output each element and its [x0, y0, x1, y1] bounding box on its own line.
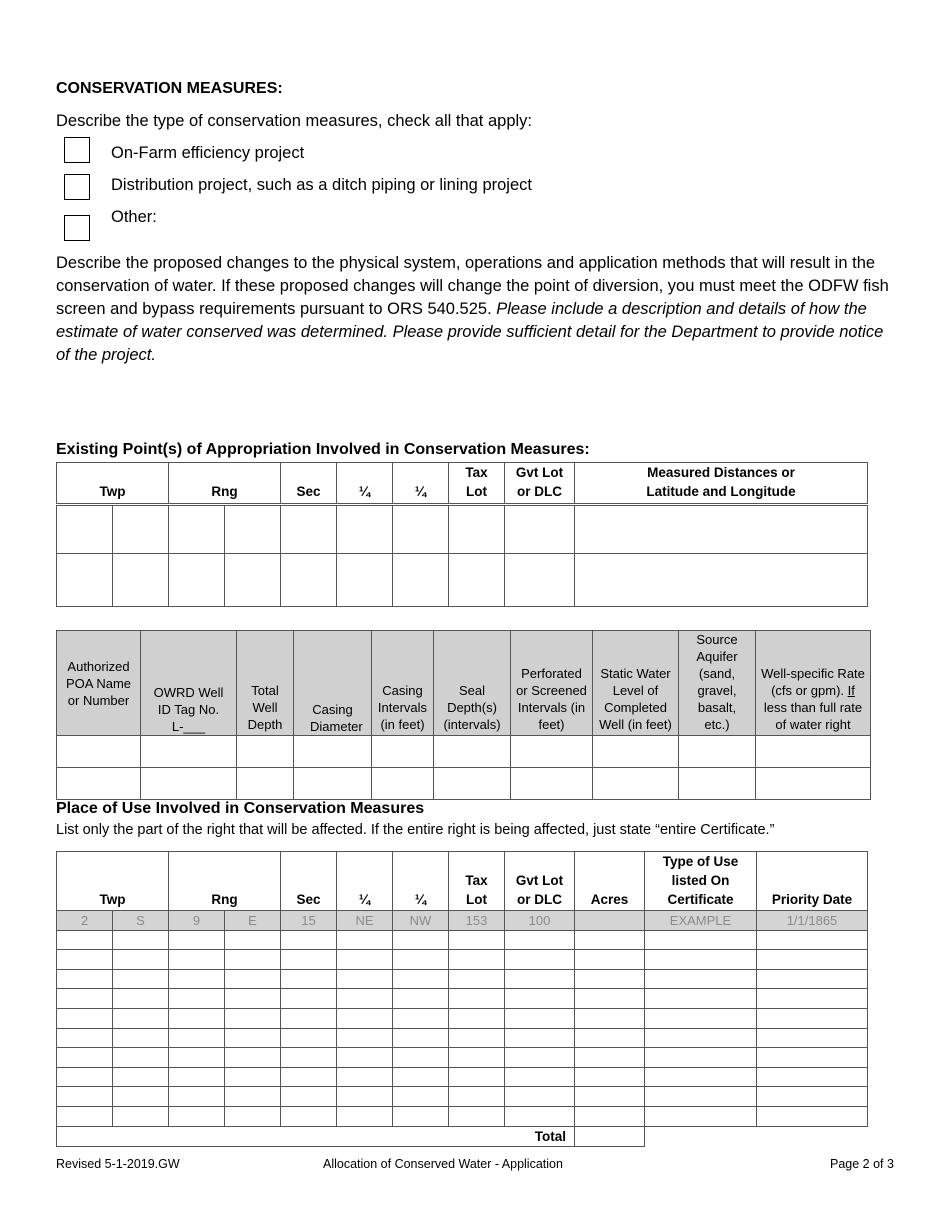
- table-cell[interactable]: [225, 1048, 281, 1068]
- table-cell[interactable]: [225, 989, 281, 1009]
- table-cell[interactable]: [281, 1106, 337, 1126]
- table-cell[interactable]: [57, 1106, 113, 1126]
- table-cell[interactable]: [505, 1106, 575, 1126]
- table-cell[interactable]: [505, 930, 575, 950]
- poa-table-title: Existing Point(s) of Appropriation Involved in Conservation Measures:: [56, 441, 590, 458]
- table-row: [57, 969, 868, 989]
- section-title: CONSERVATION MEASURES:: [56, 80, 283, 97]
- table-row: [57, 736, 871, 768]
- table-cell[interactable]: [57, 1028, 113, 1048]
- table-row: [57, 930, 868, 950]
- table-cell[interactable]: [575, 1048, 645, 1068]
- poa-header-distances: Measured Distances or Latitude and Longitude: [575, 463, 868, 505]
- pou-header-quarter2: ¼: [393, 852, 449, 911]
- table-cell[interactable]: [449, 1048, 505, 1068]
- table-cell[interactable]: [225, 1106, 281, 1126]
- example-cell: EXAMPLE: [645, 911, 757, 931]
- table-cell[interactable]: [393, 950, 449, 970]
- table-cell[interactable]: [169, 930, 225, 950]
- table-cell[interactable]: [225, 1008, 281, 1028]
- table-cell[interactable]: [449, 930, 505, 950]
- well-header-static: Static Water Level of Completed Well (in feet): [593, 631, 679, 736]
- table-cell[interactable]: [449, 989, 505, 1009]
- well-header-depth: Total Well Depth: [237, 631, 294, 736]
- describe-type-text: Describe the type of conservation measures, check all that apply:: [56, 112, 532, 130]
- example-cell: E: [225, 911, 281, 931]
- table-cell[interactable]: [169, 1087, 225, 1107]
- on-farm-label: On-Farm efficiency project: [111, 144, 305, 162]
- well-header-rate-rest: less than full rate of water right: [763, 700, 863, 732]
- table-cell[interactable]: [57, 1087, 113, 1107]
- table-cell[interactable]: [757, 989, 868, 1009]
- table-cell[interactable]: [169, 989, 225, 1009]
- table-cell[interactable]: [113, 1008, 169, 1028]
- table-cell[interactable]: [393, 1067, 449, 1087]
- table-row: [57, 554, 868, 607]
- example-cell: 2: [57, 911, 113, 931]
- table-row: [57, 1048, 868, 1068]
- table-cell[interactable]: [281, 1008, 337, 1028]
- table-cell[interactable]: [393, 1106, 449, 1126]
- table-cell[interactable]: [281, 969, 337, 989]
- total-label: Total: [57, 1126, 575, 1146]
- table-cell[interactable]: [757, 930, 868, 950]
- table-cell[interactable]: [113, 950, 169, 970]
- table-cell[interactable]: [57, 950, 113, 970]
- table-cell[interactable]: [225, 930, 281, 950]
- table-cell[interactable]: [575, 1087, 645, 1107]
- poa-header-tax-lot: Tax Lot: [449, 463, 505, 505]
- on-farm-checkbox[interactable]: [64, 137, 90, 163]
- table-cell[interactable]: [449, 1106, 505, 1126]
- table-cell[interactable]: [113, 1106, 169, 1126]
- well-header-diameter: Casing Diameter: [294, 631, 372, 736]
- table-cell[interactable]: [575, 1067, 645, 1087]
- describe-changes-paragraph: [56, 252, 896, 367]
- table-cell[interactable]: [57, 969, 113, 989]
- table-cell[interactable]: [575, 1106, 645, 1126]
- table-cell[interactable]: [505, 950, 575, 970]
- table-cell[interactable]: [337, 1008, 393, 1028]
- table-cell[interactable]: [505, 1048, 575, 1068]
- example-cell: NE: [337, 911, 393, 931]
- poa-header-twp: Twp: [57, 463, 169, 505]
- table-cell[interactable]: [169, 1067, 225, 1087]
- table-row: [57, 1067, 868, 1087]
- poa-header-gvt-lot: Gvt Lot or DLC: [505, 463, 575, 505]
- table-cell[interactable]: [337, 1087, 393, 1107]
- example-cell: 100: [505, 911, 575, 931]
- table-cell[interactable]: [575, 969, 645, 989]
- table-cell[interactable]: [393, 1008, 449, 1028]
- table-row: [57, 950, 868, 970]
- distribution-checkbox[interactable]: [64, 174, 90, 200]
- table-cell[interactable]: [505, 969, 575, 989]
- pou-table-subtitle: List only the part of the right that will be affected. If the entire right is being affected, just state “entire Certificate.”: [56, 822, 775, 838]
- table-cell[interactable]: [757, 1087, 868, 1107]
- describe-changes-italic: Please include a description and details of how the estimate of water conserved was determined. Please provide sufficient detail for the Department to provide notice of the project.: [56, 300, 884, 364]
- table-row: [57, 1008, 868, 1028]
- table-row: [57, 505, 868, 554]
- table-cell[interactable]: [645, 1067, 757, 1087]
- other-checkbox[interactable]: [64, 215, 90, 241]
- table-cell[interactable]: [281, 989, 337, 1009]
- table-row: [57, 1028, 868, 1048]
- table-cell[interactable]: [225, 950, 281, 970]
- table-cell[interactable]: [337, 989, 393, 1009]
- footer-revised: Revised 5-1-2019.GW: [56, 1157, 180, 1171]
- table-cell[interactable]: [645, 969, 757, 989]
- pou-header-priority-date: Priority Date: [757, 852, 868, 911]
- pou-header-rng: Rng: [169, 852, 281, 911]
- table-row: [57, 768, 871, 800]
- table-cell[interactable]: [169, 1048, 225, 1068]
- table-cell[interactable]: [393, 989, 449, 1009]
- table-cell[interactable]: [113, 989, 169, 1009]
- pou-header-type-of-use: Type of Use listed On Certificate: [645, 852, 757, 911]
- table-cell[interactable]: [337, 1067, 393, 1087]
- table-cell[interactable]: [169, 1106, 225, 1126]
- table-cell[interactable]: [57, 1067, 113, 1087]
- table-cell[interactable]: [575, 1008, 645, 1028]
- example-cell: S: [113, 911, 169, 931]
- table-cell[interactable]: [757, 1028, 868, 1048]
- table-cell[interactable]: [449, 1067, 505, 1087]
- table-cell[interactable]: [449, 1087, 505, 1107]
- table-cell[interactable]: [281, 1067, 337, 1087]
- well-header-casing-intervals: Casing Intervals (in feet): [372, 631, 434, 736]
- table-cell[interactable]: [393, 1048, 449, 1068]
- table-cell[interactable]: [449, 969, 505, 989]
- table-cell[interactable]: [757, 1048, 868, 1068]
- poa-table: [56, 462, 868, 607]
- table-cell[interactable]: [57, 1048, 113, 1068]
- pou-header-acres: Acres: [575, 852, 645, 911]
- table-cell[interactable]: [281, 1048, 337, 1068]
- example-cell: NW: [393, 911, 449, 931]
- table-cell[interactable]: [113, 1028, 169, 1048]
- table-cell[interactable]: [505, 989, 575, 1009]
- well-header-seal: Seal Depth(s) (intervals): [434, 631, 511, 736]
- table-cell[interactable]: [505, 1067, 575, 1087]
- table-cell[interactable]: [113, 969, 169, 989]
- table-row: [57, 1087, 868, 1107]
- pou-table-body: [57, 930, 868, 1126]
- poa-header-quarter2: ¼: [393, 463, 449, 505]
- table-cell[interactable]: [169, 969, 225, 989]
- table-cell[interactable]: [337, 950, 393, 970]
- table-cell[interactable]: [645, 950, 757, 970]
- distribution-label: Distribution project, such as a ditch piping or lining project: [111, 176, 532, 194]
- well-header-rate-if: If: [847, 683, 855, 698]
- table-cell[interactable]: [645, 1087, 757, 1107]
- table-cell[interactable]: [113, 1067, 169, 1087]
- table-cell[interactable]: [225, 1067, 281, 1087]
- table-cell[interactable]: [575, 989, 645, 1009]
- total-acres-cell[interactable]: [575, 1126, 645, 1146]
- table-cell[interactable]: [113, 1087, 169, 1107]
- table-cell[interactable]: [645, 1028, 757, 1048]
- table-cell[interactable]: [169, 1028, 225, 1048]
- table-cell[interactable]: [337, 1106, 393, 1126]
- pou-header-gvt-lot: Gvt Lot or DLC: [505, 852, 575, 911]
- table-cell[interactable]: [169, 1008, 225, 1028]
- well-header-perforated: Perforated or Screened Intervals (in feet): [511, 631, 593, 736]
- example-cell: 1/1/1865: [757, 911, 868, 931]
- table-cell[interactable]: [337, 1048, 393, 1068]
- example-cell: [575, 911, 645, 931]
- table-cell[interactable]: [449, 1008, 505, 1028]
- poa-header-sec: Sec: [281, 463, 337, 505]
- table-cell[interactable]: [281, 930, 337, 950]
- table-cell[interactable]: [393, 1028, 449, 1048]
- table-cell[interactable]: [113, 1048, 169, 1068]
- table-cell[interactable]: [757, 1067, 868, 1087]
- table-row: [57, 1106, 868, 1126]
- other-label: Other:: [111, 208, 157, 226]
- table-cell[interactable]: [57, 930, 113, 950]
- well-header-rate-text: Well-specific Rate (cfs or gpm).: [761, 666, 865, 698]
- table-cell[interactable]: [393, 930, 449, 950]
- table-cell[interactable]: [337, 930, 393, 950]
- table-cell[interactable]: [757, 1106, 868, 1126]
- table-cell[interactable]: [645, 930, 757, 950]
- pou-header-quarter1: ¼: [337, 852, 393, 911]
- table-cell[interactable]: [337, 1028, 393, 1048]
- table-cell[interactable]: [575, 1028, 645, 1048]
- table-cell[interactable]: [575, 930, 645, 950]
- table-cell[interactable]: [225, 1087, 281, 1107]
- pou-header-tax-lot: Tax Lot: [449, 852, 505, 911]
- poa-header-rng: Rng: [169, 463, 281, 505]
- table-cell[interactable]: [225, 1028, 281, 1048]
- table-cell[interactable]: [281, 1028, 337, 1048]
- table-cell[interactable]: [393, 1087, 449, 1107]
- table-cell[interactable]: [505, 1028, 575, 1048]
- footer-title: Allocation of Conserved Water - Application: [323, 1157, 563, 1171]
- table-row: [57, 989, 868, 1009]
- table-cell[interactable]: [281, 1087, 337, 1107]
- pou-header-sec: Sec: [281, 852, 337, 911]
- table-cell[interactable]: [225, 969, 281, 989]
- well-header-rate: [756, 631, 871, 736]
- table-cell[interactable]: [645, 1008, 757, 1028]
- example-cell: 15: [281, 911, 337, 931]
- table-cell[interactable]: [757, 950, 868, 970]
- table-cell[interactable]: [645, 1106, 757, 1126]
- describe-changes-plain: Describe the proposed changes to the physical system, operations and application methods that will result in the conservation of water. If these proposed changes will change the point of diversion, you must meet the ODFW fish screen and bypass requirements pursuant to ORS 540.525.: [56, 254, 889, 318]
- table-cell[interactable]: [57, 1008, 113, 1028]
- table-cell[interactable]: [757, 1008, 868, 1028]
- example-row: [57, 911, 868, 931]
- well-table: [56, 630, 871, 800]
- pou-header-twp: Twp: [57, 852, 169, 911]
- table-cell[interactable]: [757, 969, 868, 989]
- example-cell: 9: [169, 911, 225, 931]
- well-header-poa: Authorized POA Name or Number: [57, 631, 141, 736]
- table-cell[interactable]: [113, 930, 169, 950]
- table-cell[interactable]: [57, 989, 113, 1009]
- table-cell[interactable]: [645, 1048, 757, 1068]
- table-cell[interactable]: [449, 1028, 505, 1048]
- pou-table-title: Place of Use Involved in Conservation Measures: [56, 800, 425, 817]
- poa-header-quarter1: ¼: [337, 463, 393, 505]
- well-header-tag: OWRD Well ID Tag No. L-___: [141, 631, 237, 736]
- table-cell[interactable]: [505, 1087, 575, 1107]
- table-cell[interactable]: [169, 950, 225, 970]
- table-cell[interactable]: [449, 950, 505, 970]
- example-cell: 153: [449, 911, 505, 931]
- table-cell[interactable]: [645, 989, 757, 1009]
- well-header-aquifer: Source Aquifer (sand, gravel, basalt, etc.): [679, 631, 756, 736]
- table-cell[interactable]: [337, 969, 393, 989]
- pou-table: [56, 851, 868, 1147]
- footer-page: Page 2 of 3: [830, 1157, 894, 1171]
- table-cell[interactable]: [505, 1008, 575, 1028]
- table-cell[interactable]: [575, 950, 645, 970]
- table-cell[interactable]: [393, 969, 449, 989]
- table-cell[interactable]: [281, 950, 337, 970]
